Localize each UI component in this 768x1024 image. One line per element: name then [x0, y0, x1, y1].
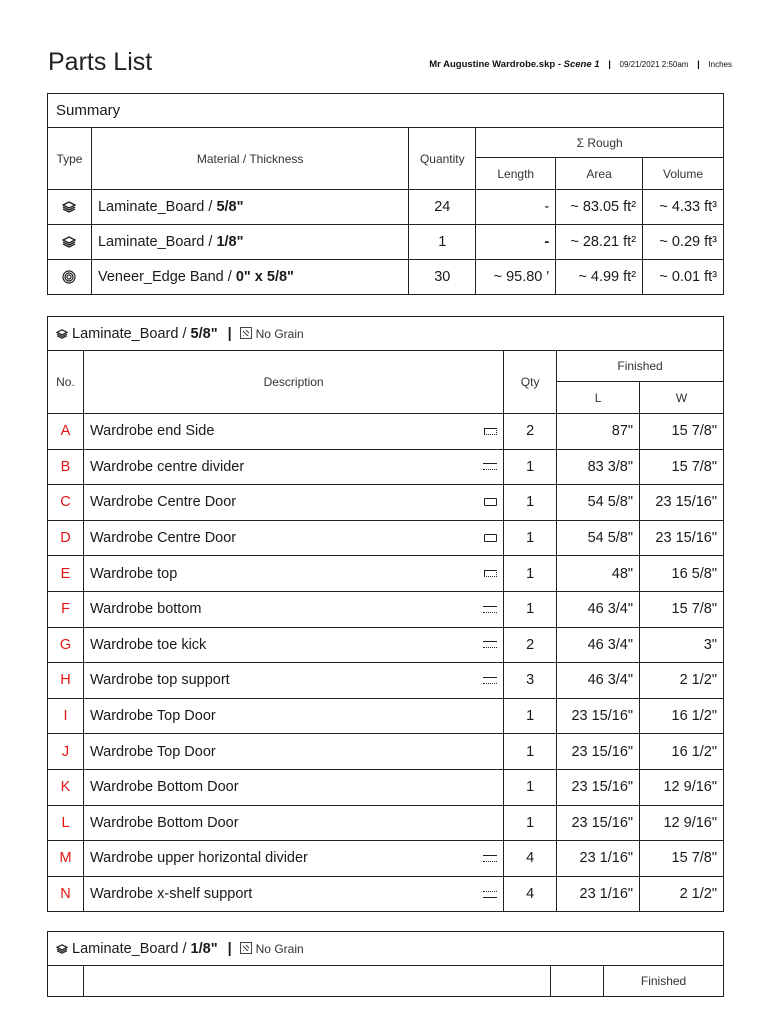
part-description: Wardrobe Bottom Door [89, 779, 239, 796]
part-qty: 1 [504, 520, 557, 556]
rough-length: - [476, 190, 556, 225]
parts-table-1-8 [47, 931, 724, 997]
part-width: 23 15/16" [640, 485, 724, 521]
part-length: 46 3/4" [557, 627, 640, 663]
col-length: L [557, 382, 640, 414]
part-description: Wardrobe Top Door [89, 743, 216, 760]
part-row [48, 414, 724, 450]
part-row [48, 698, 724, 734]
part-qty: 1 [504, 591, 557, 627]
part-qty: 1 [504, 698, 557, 734]
col-no [48, 966, 84, 997]
rough-area: ~ 83.05 ft² [556, 190, 643, 225]
col-length: Length [476, 158, 556, 190]
material-name: Laminate_Board / [97, 199, 217, 215]
part-row [48, 449, 724, 485]
edge-banding-icon [483, 463, 497, 470]
part-width: 12 9/16" [640, 805, 724, 841]
material-thickness: 5/8" [190, 325, 218, 342]
part-description: Wardrobe upper horizontal divider [89, 850, 308, 867]
rough-area: ~ 28.21 ft² [556, 225, 643, 260]
part-description: Wardrobe x-shelf support [89, 886, 253, 903]
laminate-board-icon [56, 944, 68, 954]
col-description: Description [83, 351, 503, 414]
part-length: 83 3/8" [557, 449, 640, 485]
part-qty: 4 [504, 841, 557, 877]
material-name: Laminate_Board / [72, 325, 191, 342]
part-description: Wardrobe top support [89, 672, 230, 689]
part-qty: 1 [504, 805, 557, 841]
part-row [48, 805, 724, 841]
part-qty: 4 [504, 876, 557, 912]
parts-caption [48, 317, 724, 351]
col-finished: Finished [557, 351, 724, 382]
part-length: 23 15/16" [557, 734, 640, 770]
part-length: 23 15/16" [557, 698, 640, 734]
part-qty: 1 [504, 449, 557, 485]
part-qty: 2 [504, 627, 557, 663]
rough-volume: ~ 0.29 ft³ [643, 225, 724, 260]
part-row [48, 876, 724, 912]
part-row [48, 734, 724, 770]
part-letter: G [48, 627, 84, 663]
edge-banding-icon [483, 855, 497, 862]
part-description: Wardrobe Centre Door [89, 494, 237, 511]
part-qty: 3 [504, 663, 557, 699]
edge-banding-icon [483, 641, 497, 648]
part-row [48, 627, 724, 663]
part-letter: B [48, 449, 84, 485]
meta-divider: | [608, 59, 611, 70]
part-length: 87" [557, 414, 640, 450]
part-letter: E [48, 556, 84, 592]
file-name: Mr Augustine Wardrobe.skp [429, 59, 556, 70]
edge-band-icon [48, 260, 92, 295]
part-description: Wardrobe Bottom Door [89, 814, 239, 831]
document-meta [429, 59, 732, 70]
part-width: 3" [640, 627, 724, 663]
part-width: 15 7/8" [640, 841, 724, 877]
caption-divider: | [227, 940, 232, 957]
part-row [48, 769, 724, 805]
page-title: Parts List [48, 48, 153, 76]
part-qty: 2 [504, 414, 557, 450]
part-width: 15 7/8" [640, 591, 724, 627]
part-description: Wardrobe centre divider [89, 458, 245, 475]
material-name: Laminate_Board / [97, 234, 217, 250]
col-description [83, 966, 550, 997]
part-length: 54 5/8" [557, 520, 640, 556]
part-width: 2 1/2" [640, 663, 724, 699]
units-label: Inches [708, 60, 732, 69]
edge-banding-icon [483, 606, 497, 613]
grain-icon [240, 327, 252, 339]
part-description: Wardrobe Centre Door [89, 530, 237, 547]
material-thickness: 1/8" [216, 234, 244, 250]
summary-row [48, 260, 724, 295]
col-no: No. [48, 351, 84, 414]
part-width: 12 9/16" [640, 769, 724, 805]
part-row [48, 520, 724, 556]
part-width: 15 7/8" [640, 414, 724, 450]
part-length: 48" [557, 556, 640, 592]
part-qty: 1 [504, 734, 557, 770]
material-thickness: 0" x 5/8" [235, 269, 294, 285]
part-letter: H [48, 663, 84, 699]
part-row [48, 841, 724, 877]
col-qty [551, 966, 604, 997]
part-width: 16 1/2" [640, 734, 724, 770]
part-width: 16 5/8" [640, 556, 724, 592]
part-length: 23 1/16" [557, 841, 640, 877]
edge-banding-icon [484, 570, 497, 577]
part-length: 46 3/4" [557, 663, 640, 699]
summary-caption: Summary [48, 94, 724, 128]
part-description: Wardrobe top [89, 565, 178, 582]
part-length: 23 15/16" [557, 805, 640, 841]
part-description: Wardrobe Top Door [89, 708, 216, 725]
part-letter: L [48, 805, 84, 841]
edge-banding-icon [484, 428, 497, 435]
col-type: Type [48, 128, 92, 190]
col-volume: Volume [643, 158, 724, 190]
quantity: 30 [409, 260, 476, 295]
summary-row [48, 225, 724, 260]
part-letter: M [48, 841, 84, 877]
laminate-board-icon [56, 329, 68, 339]
edge-banding-icon [484, 534, 497, 542]
part-letter: N [48, 876, 84, 912]
part-row [48, 591, 724, 627]
grain-label: No Grain [255, 326, 304, 341]
part-letter: F [48, 591, 84, 627]
quantity: 24 [409, 190, 476, 225]
edge-banding-icon [483, 677, 497, 684]
part-description: Wardrobe end Side [89, 423, 215, 440]
col-area: Area [556, 158, 643, 190]
col-qty: Qty [504, 351, 557, 414]
col-rough: Σ Rough [476, 128, 724, 158]
part-letter: A [48, 414, 84, 450]
scene-name: Scene 1 [563, 59, 600, 70]
parts-caption [48, 932, 724, 966]
rough-length: ~ 95.80 ' [476, 260, 556, 295]
part-letter: I [48, 698, 84, 734]
meta-divider: | [697, 59, 700, 70]
rough-volume: ~ 4.33 ft³ [643, 190, 724, 225]
part-length: 54 5/8" [557, 485, 640, 521]
part-row [48, 663, 724, 699]
col-width: W [640, 382, 724, 414]
part-width: 23 15/16" [640, 520, 724, 556]
part-row [48, 485, 724, 521]
part-letter: D [48, 520, 84, 556]
part-width: 16 1/2" [640, 698, 724, 734]
material-thickness: 5/8" [216, 199, 244, 215]
part-width: 2 1/2" [640, 876, 724, 912]
part-letter: C [48, 485, 84, 521]
laminate-board-icon [48, 225, 92, 260]
part-width: 15 7/8" [640, 449, 724, 485]
quantity: 1 [409, 225, 476, 260]
laminate-board-icon [48, 190, 92, 225]
material-thickness: 1/8" [190, 940, 218, 957]
rough-area: ~ 4.99 ft² [556, 260, 643, 295]
col-quantity: Quantity [409, 128, 476, 190]
edge-banding-icon [483, 891, 497, 898]
part-letter: J [48, 734, 84, 770]
scene-separator: - [555, 59, 564, 70]
rough-volume: ~ 0.01 ft³ [643, 260, 724, 295]
part-length: 23 1/16" [557, 876, 640, 912]
part-qty: 1 [504, 485, 557, 521]
rough-length: - [476, 225, 556, 260]
grain-label: No Grain [255, 941, 304, 956]
part-description: Wardrobe toe kick [89, 636, 207, 653]
grain-icon [240, 942, 252, 954]
part-description: Wardrobe bottom [89, 601, 202, 618]
timestamp: 09/21/2021 2:50am [619, 60, 689, 69]
material-name: Veneer_Edge Band / [97, 269, 236, 285]
parts-table-5-8 [47, 316, 724, 912]
edge-banding-icon [484, 498, 497, 506]
material-name: Laminate_Board / [72, 940, 191, 957]
caption-divider: | [227, 325, 232, 342]
part-qty: 1 [504, 769, 557, 805]
summary-row [48, 190, 724, 225]
part-length: 46 3/4" [557, 591, 640, 627]
summary-table [47, 93, 724, 295]
part-length: 23 15/16" [557, 769, 640, 805]
col-material: Material / Thickness [91, 128, 408, 190]
part-letter: K [48, 769, 84, 805]
col-finished: Finished [604, 966, 724, 997]
part-row [48, 556, 724, 592]
part-qty: 1 [504, 556, 557, 592]
